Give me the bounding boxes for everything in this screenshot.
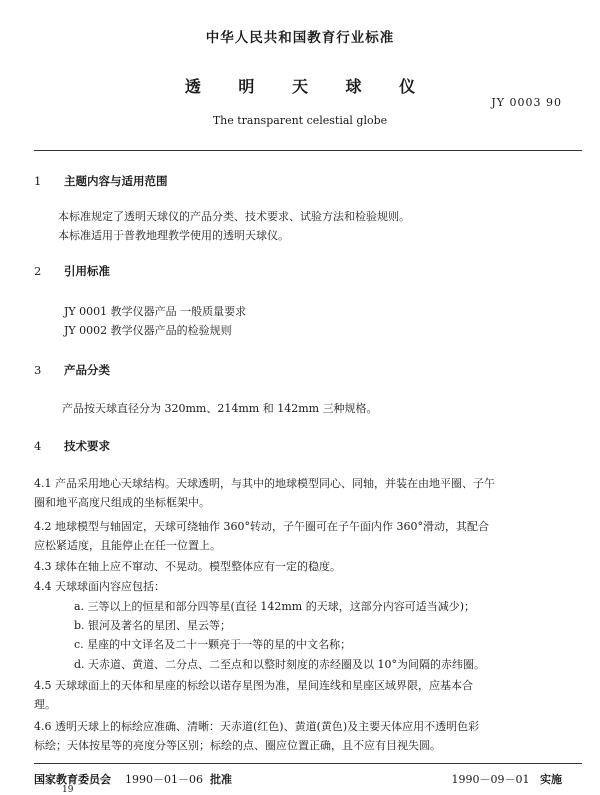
- document-title: 透 明 天 球 仪: [184, 77, 432, 96]
- implementation-date: 1990－09－01: [451, 773, 530, 786]
- approval-date: 1990－01－06: [125, 773, 203, 786]
- section-title: 技术要求: [64, 439, 110, 453]
- clause-4-2-line-2: 应松紧适度，且能停止在任一位置上。: [34, 539, 221, 552]
- page-number: 19: [62, 785, 74, 795]
- section-1-heading: [34, 173, 168, 189]
- section-number: 3: [34, 363, 42, 377]
- section-title: 引用标准: [64, 264, 110, 278]
- clause-4-5-line-1: 4.5 天球球面上的天体和星座的标绘以诺存星图为准，星间连线和星座区域界限，应基本合: [34, 679, 473, 692]
- approval-label: 批准: [210, 773, 232, 786]
- english-title: The transparent celestial globe: [212, 114, 388, 127]
- clause-4-6-line-1: 4.6 透明天球上的标绘应准确、清晰：天赤道(红色)、黄道(黄色)及主要天体应用不透明色彩: [34, 720, 480, 733]
- standard-category-header: 中华人民共和国教育行业标准: [205, 30, 395, 46]
- clause-4-4-item-a: a. 三等以上的恒星和部分四等星(直径 142mm 的天球，这部分内容可适当减少)；: [74, 600, 475, 613]
- clause-4-4: 4.4 天球球面内容应包括：: [34, 580, 165, 593]
- clause-4-4-item-d: d. 天赤道、黄道、二分点、二至点和以整时刻度的赤经圈及以 10°为间隔的赤纬圈。: [74, 658, 486, 671]
- section-3-paragraph: 产品按天球直径分为 320mm、214mm 和 142mm 三种规格。: [62, 402, 378, 415]
- section-4-heading: [34, 438, 110, 454]
- standard-number: JY 0003 90: [491, 96, 562, 109]
- clause-4-2-line-1: 4.2 地球模型与轴固定，天球可绕轴作 360°转动，子午圈可在子午面内作 360°滑动，其配合: [34, 520, 489, 533]
- implementation-label: 实施: [540, 773, 562, 786]
- reference-standard-2: JY 0002 教学仪器产品的检验规则: [64, 324, 232, 337]
- clause-4-5-line-2: 理。: [34, 698, 56, 711]
- issuer: 国家教育委员会: [34, 773, 111, 786]
- clause-4-4-item-c: c. 星座的中文译名及二十一颗亮于一等的星的中文名称；: [74, 638, 352, 651]
- clause-4-3: 4.3 球体在轴上应不窜动、不晃动。模型整体应有一定的稳度。: [34, 560, 341, 573]
- implementation-info: [452, 771, 563, 787]
- section-2-heading: [34, 263, 110, 279]
- section-number: 2: [34, 264, 42, 278]
- section-title: 产品分类: [64, 363, 110, 377]
- title-divider: [34, 150, 582, 151]
- clause-4-4-item-b: b. 银河及著名的星团、星云等；: [74, 619, 232, 632]
- section-1-paragraph-2: 本标准适用于普教地理教学使用的透明天球仪。: [58, 229, 289, 242]
- clause-4-1-line-2: 圈和地平高度尺组成的坐标框架中。: [34, 496, 210, 509]
- section-number: 1: [34, 174, 42, 188]
- section-1-paragraph-1: 本标准规定了透明天球仪的产品分类、技术要求、试验方法和检验规则。: [58, 210, 410, 223]
- footer-divider: [34, 763, 582, 764]
- section-number: 4: [34, 439, 42, 453]
- section-3-heading: [34, 362, 110, 378]
- reference-standard-1: JY 0001 教学仪器产品 一般质量要求: [64, 305, 247, 318]
- clause-4-1-line-1: 4.1 产品采用地心天球结构。天球透明，与其中的地球模型同心、同轴，并装在由地平圈、子午: [34, 477, 495, 490]
- section-title: 主题内容与适用范围: [64, 174, 168, 188]
- clause-4-6-line-2: 标绘；天体按星等的亮度分等区别；标绘的点、圈应位置正确，且不应有目视失圆。: [34, 739, 441, 752]
